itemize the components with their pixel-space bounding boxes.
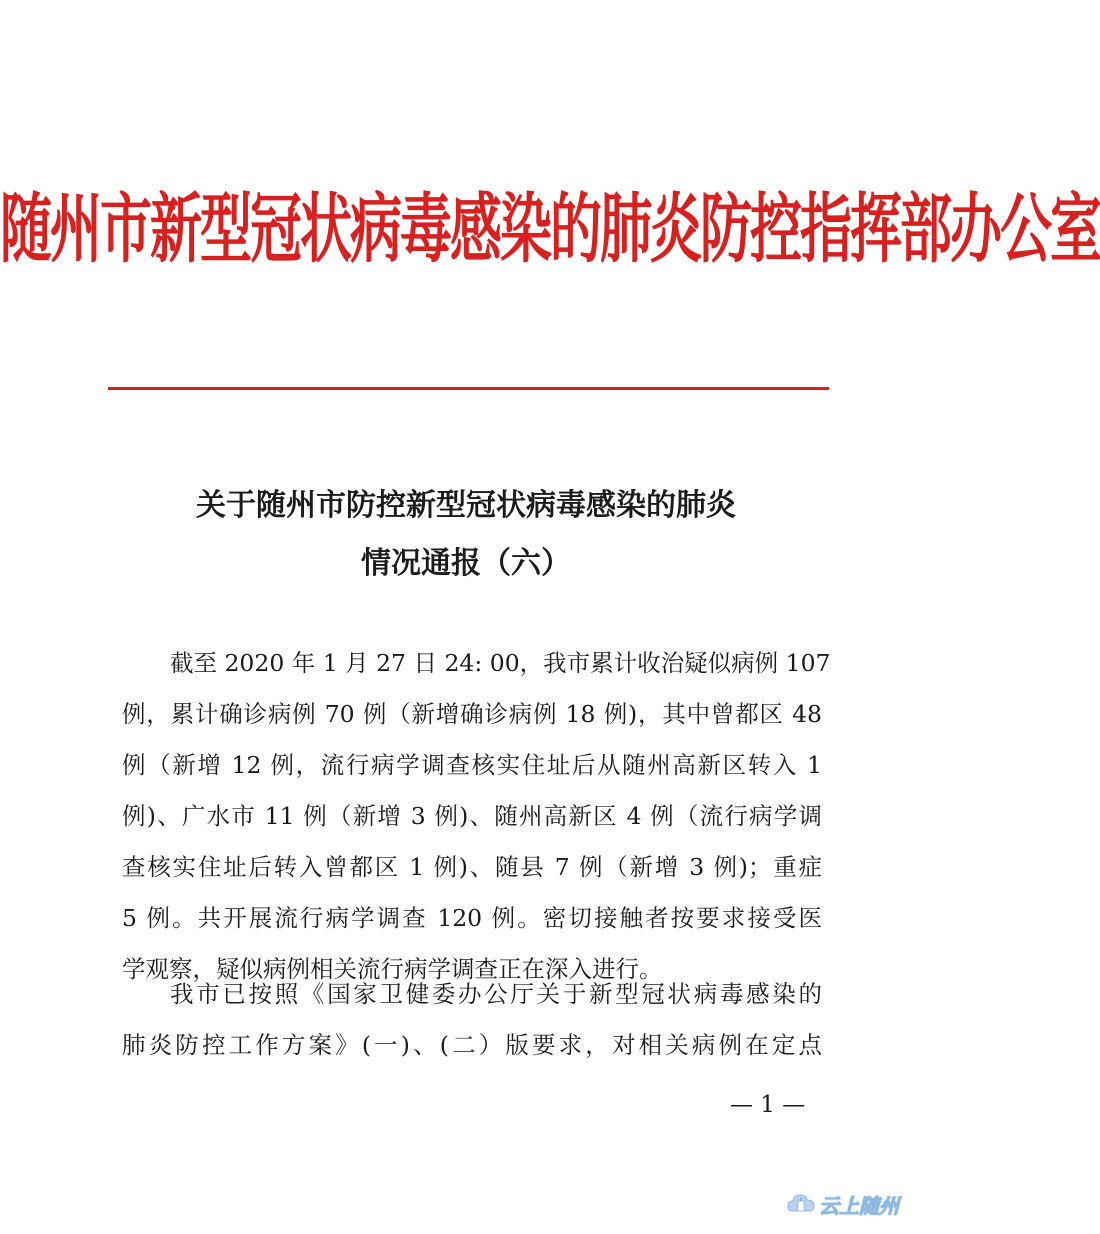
- paragraph-line: 例（新增 12 例，流行病学调查核实住址后从随州高新区转入 1: [122, 751, 822, 779]
- paragraph-line: 例，累计确诊病例 70 例（新增确诊病例 18 例)，其中曾都区 48: [122, 700, 822, 728]
- body-paragraph-1: [122, 638, 831, 995]
- watermark-text: 云上随州: [819, 1193, 899, 1218]
- paragraph-line: 例)、广水市 11 例（新增 3 例)、随州高新区 4 例（流行病学调: [122, 802, 822, 830]
- paragraph-line: 我市已按照《国家卫健委办公厅关于新型冠状病毒感染的: [170, 980, 822, 1008]
- red-divider-rule: [108, 387, 829, 390]
- paragraph-line: 肺炎防控工作方案》(一)、(二）版要求，对相关病例在定点: [122, 1031, 822, 1059]
- body-paragraph-2: [122, 969, 822, 1071]
- paragraph-line: 学观察，疑似病例相关流行病学调查正在深入进行。: [122, 955, 663, 983]
- page-number: — 1 —: [730, 1092, 806, 1118]
- document-title-line-1: 关于随州市防控新型冠状病毒感染的肺炎: [196, 488, 736, 523]
- document-title-line-2: 情况通报（六）: [361, 546, 571, 581]
- watermark-logo: [787, 1188, 917, 1220]
- paragraph-line: 截至 2020 年 1 月 27 日 24: 00，我市累计收治疑似病例 107: [170, 649, 831, 677]
- paragraph-line: 查核实住址后转入曾都区 1 例)、随县 7 例（新增 3 例)；重症: [122, 853, 822, 881]
- paragraph-line: 5 例。共开展流行病学调查 120 例。密切接触者按要求接受医: [122, 904, 822, 932]
- cloud-building-icon: [787, 1191, 815, 1217]
- issuing-office-header: 随州市新型冠状病毒感染的肺炎防控指挥部办公室: [0, 185, 1100, 274]
